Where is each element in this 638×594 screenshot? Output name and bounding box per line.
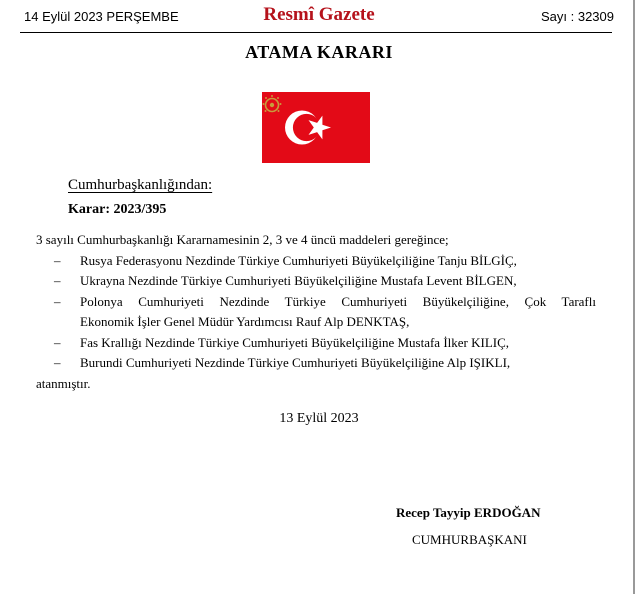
list-dash: – [54,273,61,288]
list-item [36,333,596,354]
gazette-header [0,0,638,30]
intro-paragraph: 3 sayılı Cumhurbaşkanlığı Kararnamesinin 2, 3 ve 4 üncü maddeleri gereğince; [36,232,449,247]
publication-date: 14 Eylül 2023 PERŞEMBE [24,9,179,24]
decision-body [36,230,596,394]
list-dash: – [54,252,61,268]
list-item [36,353,596,374]
turkish-flag-icon [262,92,370,163]
appointment-text: Rusya Federasyonu Nezdinde Türkiye Cumhuriyeti Büyükelçiliğine Tanju BİLGİÇ, [80,252,517,268]
appointment-text: Polonya Cumhuriyeti Nezdinde Türkiye Cumhuriyeti Büyükelçiliğine, Çok Taraflı [80,293,596,309]
list-dash: – [54,293,61,309]
list-item [36,251,596,272]
closing-word: atanmıştır. [36,375,91,391]
list-item [36,292,596,313]
list-dash: – [54,334,61,350]
issuing-authority: Cumhurbaşkanlığından: [68,177,213,193]
appointment-text: Burundi Cumhuriyeti Nezdinde Türkiye Cumhuriyeti Büyükelçiliğine Alp IŞIKLI, [80,355,511,370]
issue-number: Sayı : 32309 [541,9,614,24]
document-title: ATAMA KARARI [245,42,393,62]
signer-name: Recep Tayyip ERDOĞAN [396,505,541,520]
appointment-text: Ukrayna Nezdinde Türkiye Cumhuriyeti Büyükelçiliğine Mustafa Levent BİLGEN, [80,273,517,288]
signer-title: CUMHURBAŞKANI [412,532,527,547]
decision-number: Karar: 2023/395 [68,202,167,217]
list-dash: – [54,355,61,370]
appointment-continuation: Ekonomik İşler Genel Müdür Yardımcısı Rauf Alp DENKTAŞ, [80,314,410,329]
page-edge [633,0,635,594]
gazette-title: Resmî Gazete [263,4,375,25]
header-divider [20,32,612,33]
appointment-text: Fas Krallığı Nezdinde Türkiye Cumhuriyeti Büyükelçiliğine Mustafa İlker KILIÇ, [80,334,510,350]
list-item [36,271,596,292]
signature-date: 13 Eylül 2023 [279,411,359,426]
